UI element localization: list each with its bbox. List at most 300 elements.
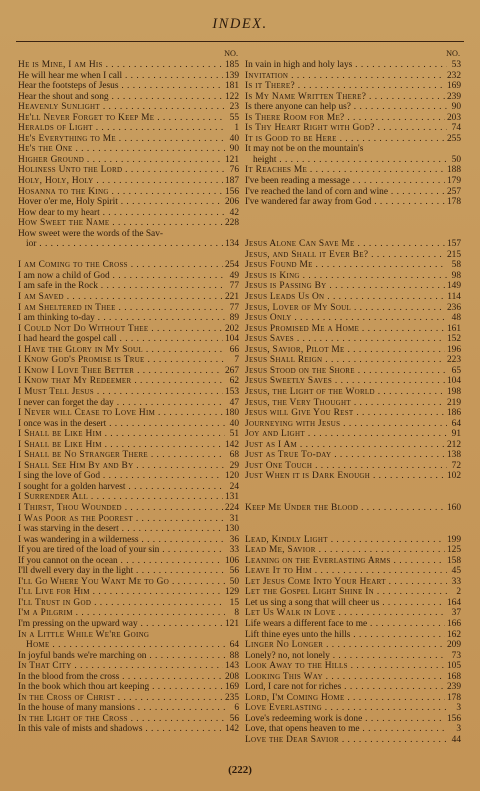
spacer [245,229,461,240]
hymn-title: Is My Name Written There? . . . [245,92,445,103]
hymn-number: 58 [451,260,461,271]
hymn-number: 161 [446,323,461,334]
hymn-number: 223 [446,355,461,366]
hymn-number: 77 [229,302,239,313]
hymn-number: 6 [234,703,239,714]
index-entry [18,471,239,482]
hymn-number: 29 [229,460,239,471]
hymn-number [225,229,239,240]
hymn-title: Jesus Found Me . . . [245,260,447,271]
hymn-title: Just One Touch . . . [245,461,447,472]
spacer [245,492,461,503]
hymn-title: Is there anyone can help us? . . . [245,102,447,113]
hymn-number: 66 [229,344,239,355]
hymn-title: I Have the Glory in My Soul . . . [18,345,225,356]
index-entry [18,366,239,377]
index-entry [245,250,461,261]
hymn-number: 219 [446,397,461,408]
index-entry [18,345,239,356]
index-entry [18,461,239,472]
hymn-number: 160 [446,502,461,513]
hymn-number: 77 [229,281,239,292]
hymn-title: Hover o'er me, Holy Spirit . . . [18,197,223,208]
hymn-number: 49 [229,270,239,281]
index-entry [18,281,239,292]
index-entry [245,313,461,324]
hymn-number: 53 [451,60,461,70]
hymn-title: Keep Me Under the Blood . . . [245,503,445,514]
hymn-number: 228 [224,218,239,229]
hymn-number: 235 [224,692,239,703]
index-entry [18,176,239,187]
index-entry [18,577,239,588]
hymn-number: 169 [224,682,239,693]
hymn-title: Love's redeeming work is done . . . [245,714,445,725]
hymn-title: Is Thy Heart Right with God? . . . [245,123,447,134]
hymn-number: 188 [446,165,461,176]
right-column [245,48,461,746]
index-entry [245,292,461,303]
hymn-number: 139 [224,70,239,81]
hymn-title: Is There Room for Me? . . . [245,113,445,124]
index-entry [18,387,239,398]
hymn-title: I am now a child of God . . . [18,271,225,282]
hymn-title: Jesus Shall Reign . . . [245,355,445,366]
index-entry [18,134,239,145]
hymn-title: I am Coming to the Cross . . . [18,260,223,271]
hymn-title: I am Sheltered in Thee . . . [18,303,225,314]
hymn-title: I Thirst, Thou Wounded . . . [18,503,223,514]
index-entry [18,714,239,725]
index-entry [18,440,239,451]
hymn-title: I'll dwell every day in the light . . . [18,566,225,577]
hymn-title: ior . . . [18,239,223,250]
index-entry [18,524,239,535]
hymn-number: 239 [446,91,461,102]
index-entry [245,366,461,377]
index-entry [245,619,461,630]
hymn-title: In joyful bands we're marching on . . . [18,651,225,662]
hymn-title: Just as I Am . . . [245,440,445,451]
index-entry [18,429,239,440]
index-entry [18,60,239,71]
index-entry [18,239,239,250]
hymn-number: 257 [446,186,461,197]
hymn-number: 169 [446,81,461,92]
hymn-number: 120 [224,471,239,482]
index-entry [245,714,461,725]
hymn-number: 196 [446,344,461,355]
hymn-number: 72 [451,460,461,471]
hymn-title: Lonely? no, not lonely . . . [245,651,447,662]
hymn-title: Leave It to Him . . . [245,566,447,577]
hymn-title: Let Jesus Come Into Your Heart . . . [245,577,447,588]
left-column [18,48,239,735]
hymn-title: Let Us Walk in Love . . . [245,608,447,619]
index-entry [245,281,461,292]
hymn-number: 203 [446,112,461,123]
hymn-title: It is Good to be Here . . . [245,134,445,145]
hymn-title: Jesus Only . . . [245,313,447,324]
hymn-title: Love Everlasting . . . [245,703,447,714]
hymn-title: I'll Go Where You Want Me to Go . . . [18,577,225,588]
hymn-title: He's the One . . . [18,144,225,155]
hymn-title: Love, that opens heaven to me . . . [245,724,447,735]
hymn-number: 129 [224,587,239,598]
index-entry [18,661,239,672]
spacer [245,514,461,525]
hymn-title: I Never will Cease to Love Him . . . [18,408,223,419]
hymn-number: 50 [451,154,461,165]
hymn-number: 224 [224,502,239,513]
hymn-title: I sought for a golden harvest . . . [18,482,225,493]
index-entry [245,461,461,472]
hymn-number: 65 [451,365,461,376]
hymn-title: In That City . . . [18,661,223,672]
index-entry [245,155,461,166]
index-entry [245,113,461,124]
hymn-number: 89 [229,313,239,324]
hymn-number: 158 [446,555,461,566]
hymn-number: 105 [446,661,461,672]
hymn-title: I was wandering in a wilderness . . . [18,535,225,546]
hymn-number: 178 [446,197,461,208]
hymn-number: 114 [447,292,461,303]
hymn-title: Holy, Holy, Holy . . . [18,176,223,187]
hymn-title: Hear the shout and song . . . [18,92,223,103]
hymn-number: 208 [224,671,239,682]
index-entry [18,419,239,430]
index-entry [18,218,239,229]
hymn-number: 8 [234,608,239,619]
hymn-number: 64 [229,640,239,651]
index-entry [245,60,461,71]
hymn-title: Jesus Sweetly Saves . . . [245,376,445,387]
hymn-number: 40 [229,418,239,429]
index-entry [245,197,461,208]
hymn-number: 142 [224,724,239,735]
hymn-title: Jesus Leads Us On . . . [245,292,445,303]
hymn-number: 122 [224,91,239,102]
hymn-number: 90 [229,144,239,155]
index-entry [245,577,461,588]
hymn-number: 56 [229,566,239,577]
left-entry-list [18,60,239,735]
index-entry [245,81,461,92]
index-entry [18,292,239,303]
hymn-number: 255 [446,133,461,144]
hymn-number: 180 [224,408,239,419]
index-entry [18,724,239,735]
index-entry [245,144,461,155]
hymn-number: 166 [446,618,461,629]
index-entry [18,123,239,134]
hymn-number: 206 [224,197,239,208]
index-entry [245,598,461,609]
hymn-title: Love the Dear Savior . . . [245,735,447,746]
hymn-title: Let us sing a song that will cheer us . . . [245,598,445,609]
hymn-number: 62 [229,376,239,387]
hymn-number: 149 [446,281,461,292]
hymn-title: Linger No Longer . . . [245,640,445,651]
index-entry [18,514,239,525]
index-entry [18,102,239,113]
hymn-number: 2 [456,587,461,598]
index-entry [245,71,461,82]
hymn-title: He's Everything to Me . . . [18,134,225,145]
index-entry [245,303,461,314]
hymn-number: 68 [229,450,239,461]
hymn-title: I Know God's Promise is True . . . [18,355,225,366]
hymn-title: Jesus is Passing By . . . [245,281,445,292]
index-entry [245,324,461,335]
index-entry [18,703,239,714]
hymn-number: 138 [446,450,461,461]
index-entry [18,92,239,103]
hymn-number: 91 [451,429,461,440]
index-entry [18,355,239,366]
hymn-number: 125 [446,545,461,556]
hymn-number: 157 [446,239,461,250]
hymn-title: He'll Never Forget to Keep Me . . . [18,113,225,124]
hymn-number: 267 [224,365,239,376]
hymn-number: 121 [224,154,239,165]
hymn-number: 36 [229,534,239,545]
hymn-title: I've reached the land of corn and wine . . . [245,187,445,198]
hymn-number: 134 [224,239,239,250]
index-entry [245,440,461,451]
hymn-title: It may not be on the mountain's [245,144,364,155]
index-entry [18,303,239,314]
hymn-title: I Shall See Him By and By . . . [18,461,225,472]
hymn-number: 73 [451,650,461,661]
hymn-title: In the book which thou art keeping . . . [18,682,223,693]
index-entry [18,619,239,630]
hymn-number: 164 [446,597,461,608]
hymn-title: I once was in the desert . . . [18,419,225,430]
index-entry [245,724,461,735]
hymn-title: I'm pressing on the upward way . . . [18,619,223,630]
index-entry [18,408,239,419]
hymn-title: I Shall be Like Him . . . [18,440,223,451]
hymn-number: 168 [446,671,461,682]
index-entry [18,260,239,271]
hymn-number: 37 [451,608,461,619]
hymn-number: 24 [229,481,239,492]
index-entry [245,450,461,461]
hymn-number: 212 [446,439,461,450]
hymn-title: I had heard the gospel call . . . [18,334,223,345]
index-entry [18,608,239,619]
index-entry [245,334,461,345]
index-entry [18,672,239,683]
hymn-title: In the house of many mansions . . . [18,703,225,714]
left-number-header: NO. [224,49,238,58]
hymn-title: I Shall be No Stranger There . . . [18,450,225,461]
hymn-title: I Know that My Redeemer . . . [18,376,225,387]
index-entry [18,81,239,92]
hymn-number: 156 [446,713,461,724]
hymn-title: I'm a Pilgrim . . . [18,608,225,619]
hymn-number: 156 [224,186,239,197]
hymn-number: 48 [451,313,461,324]
hymn-title: Let the Gospel Light Shine In . . . [245,587,447,598]
index-entry [18,398,239,409]
hymn-title: Life wears a different face to me . . . [245,619,445,630]
index-entry [245,535,461,546]
hymn-title: In this vale of mists and shadows . . . [18,724,223,735]
hymn-title: Joy and Light . . . [245,429,447,440]
index-entry [245,682,461,693]
index-entry [18,535,239,546]
index-entry [18,492,239,503]
hymn-title: Is it There? . . . [245,81,445,92]
index-entry [245,271,461,282]
hymn-title: How dear to my heart . . . [18,208,225,219]
index-entry [245,92,461,103]
index-entry [18,208,239,219]
index-entry [18,651,239,662]
title-rule [16,41,464,42]
index-entry [18,693,239,704]
index-entry [18,640,239,651]
hymn-number: 31 [229,513,239,524]
hymn-title: Lord, I care not for riches . . . [245,682,445,693]
index-entry [18,682,239,693]
index-entry [245,608,461,619]
hymn-title: In vain in high and holy lays . . . [245,60,447,71]
hymn-title: I'll Live for Him . . . [18,587,223,598]
hymn-title: Lead, Kindly Light . . . [245,535,445,546]
index-entry [18,630,239,641]
index-entry [18,376,239,387]
index-entry [18,165,239,176]
hymn-number: 232 [446,70,461,81]
index-entry [245,735,461,746]
hymn-title: Looking This Way . . . [245,672,445,683]
hymn-title: Leaning on the Everlasting Arms . . . [245,556,445,567]
hymn-title: Lift thine eyes unto the hills . . . [245,630,445,641]
hymn-number: 198 [446,386,461,397]
hymn-title: Jesus, Savior, Pilot Me . . . [245,345,445,356]
hymn-title: If you cannot on the ocean . . . [18,556,223,567]
hymn-number: 142 [224,439,239,450]
hymn-number: 202 [224,323,239,334]
index-entry [18,482,239,493]
hymn-title: Jesus Promised Me a Home . . . [245,324,445,335]
right-entry-list [245,60,461,746]
hymn-title: Just as True To-day . . . [245,450,445,461]
spacer [245,218,461,229]
hymn-number: 162 [446,629,461,640]
hymn-number: 104 [224,334,239,345]
right-number-header: NO. [446,49,460,58]
index-entry [245,376,461,387]
hymn-number: 181 [224,81,239,92]
hymn-number: 55 [229,112,239,123]
hymn-title: Jesus, Lover of My Soul . . . [245,303,445,314]
hymn-title: Journeying with Jesus . . . [245,419,447,430]
index-entry [18,155,239,166]
hymn-title: I Shall be Like Him . . . [18,429,225,440]
hymn-title: Jesus will Give You Rest . . . [245,408,445,419]
hymn-title: He is Mine, I am His . . . [18,60,223,71]
hymn-number: 209 [446,640,461,651]
hymn-title: Holiness Unto the Lord . . . [18,165,225,176]
index-entry [18,503,239,514]
hymn-title: I Was Poor as the Poorest . . . [18,514,225,525]
hymn-title: I've wandered far away from God . . . [245,197,445,208]
hymn-title: Jesus Saves . . . [245,334,445,345]
hymn-title: I never can forget the day . . . [18,398,225,409]
page-number: (222) [228,764,252,776]
hymn-number: 152 [446,334,461,345]
hymn-title: I am Saved . . . [18,292,223,303]
hymn-title: I Could Not Do Without Thee . . . [18,324,223,335]
hymn-title: Heavenly Sunlight . . . [18,102,225,113]
hymn-title: Invitation . . . [245,71,445,82]
hymn-title: I Surrender All . . . [18,492,223,503]
hymn-title: How sweet were the words of the Sav- [18,228,164,239]
hymn-number: 33 [451,576,461,587]
index-entry [18,556,239,567]
hymn-title: Home . . . [18,640,225,651]
hymn-title: In the Cross of Christ . . . [18,693,223,704]
hymn-title: Hosanna to the King . . . [18,187,223,198]
hymn-number: 153 [224,386,239,397]
hymn-number: 199 [446,534,461,545]
spacer [245,482,461,493]
hymn-number [447,144,461,155]
hymn-title: Jesus, the Very Thought . . . [245,398,445,409]
hymn-number: 74 [451,123,461,134]
index-entry [245,672,461,683]
index-entry [18,566,239,577]
index-entry [18,197,239,208]
hymn-number: 239 [446,682,461,693]
hymn-number: 106 [224,555,239,566]
hymn-number: 130 [224,524,239,535]
hymn-number: 1 [234,123,239,134]
index-entry [18,587,239,598]
hymn-number: 47 [229,397,239,408]
index-entry [245,630,461,641]
hymn-number: 215 [446,249,461,260]
index-entry [18,313,239,324]
index-entry [245,703,461,714]
index-entry [18,334,239,345]
index-entry [245,102,461,113]
hymn-number: 45 [451,566,461,577]
hymn-number: 33 [229,545,239,556]
hymn-number: 15 [229,597,239,608]
hymn-number: 40 [229,133,239,144]
hymn-number: 186 [446,408,461,419]
hymn-title: I Know I Love Thee Better . . . [18,366,223,377]
hymn-title: Lead Me, Savior . . . [245,545,445,556]
hymn-title: Heralds of Light . . . [18,123,225,134]
hymn-number: 23 [229,102,239,113]
hymn-number: 187 [224,176,239,187]
index-entry [245,187,461,198]
hymn-title: height . . . [245,155,447,166]
index-entry [245,651,461,662]
index-entry [245,134,461,145]
hymn-title: In the blood from the cross . . . [18,672,223,683]
hymn-title: I am safe in the Rock . . . [18,281,225,292]
hymn-title: Just When it is Dark Enough . . . [245,471,445,482]
index-entry [18,271,239,282]
